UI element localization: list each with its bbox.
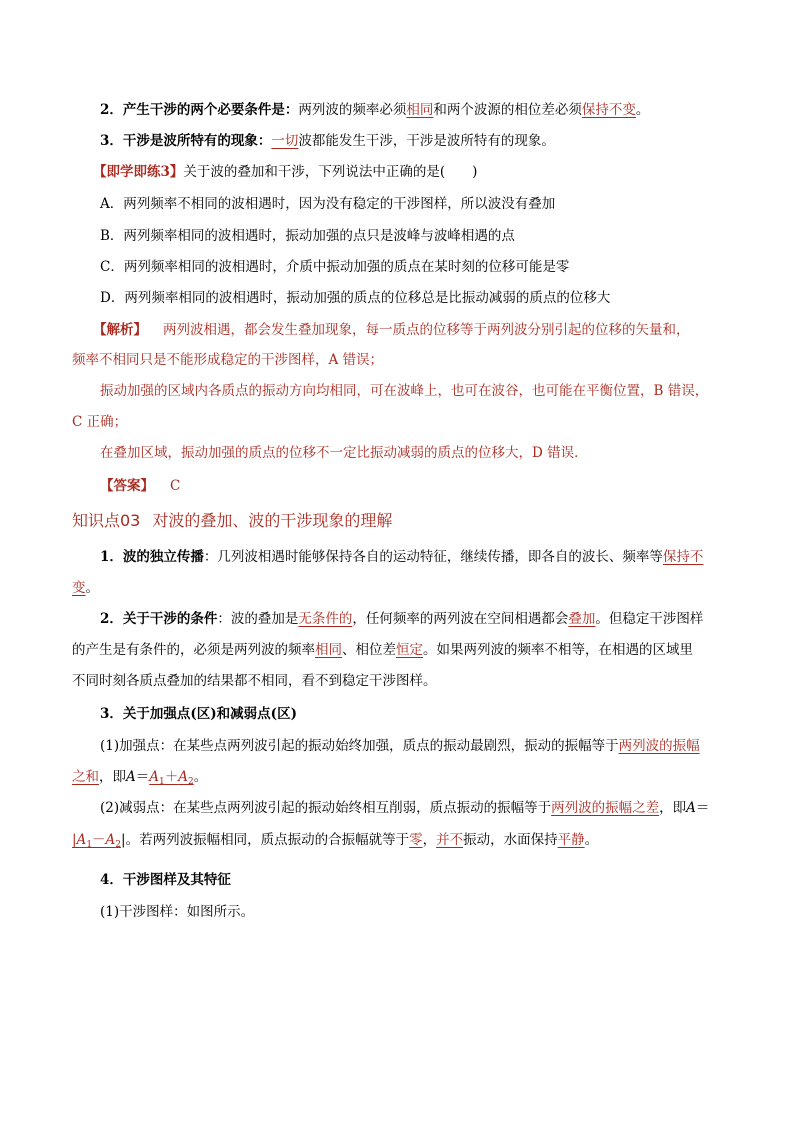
analysis-text: 振动加强的区域内各质点的振动方向均相同，可在波峰上，也可在波谷，也可能在平衡位置，B 错误， [100, 383, 709, 399]
analysis-text: 两列波相遇，都会发生叠加现象，每一质点的位移等于两列波分别引起的位移的矢量和， [163, 322, 690, 338]
analysis-line-1 [93, 320, 745, 340]
k4-heading [100, 870, 752, 890]
k2-line-1 [100, 609, 752, 629]
k1-line-2 [72, 578, 724, 598]
section-title: 对波的叠加、波的干涉现象的理解 [152, 511, 393, 530]
text: ：几列波相遇时能够保持各自的运动特征，继续传播，即各自的波长、频率等 [203, 549, 663, 565]
k2-line-3 [72, 671, 724, 691]
bold-lead: 关于干涉的条件 [122, 611, 218, 627]
analysis-line-4 [72, 412, 724, 432]
analysis-line-5 [100, 443, 752, 463]
analysis-line-3 [100, 381, 752, 401]
answer-line [100, 476, 752, 496]
k3-heading [100, 704, 752, 724]
question-text: 关于波的叠加和干涉，下列说法中正确的是( ) [183, 164, 478, 180]
k3-p2-line-1 [100, 798, 752, 818]
text: 的产生是有条件的，必须是两列波的频率 [72, 642, 315, 658]
text: (1)加强点：在某些点两列波引起的振动始终加强，质点的振动最剧烈，振动的振幅等于 [100, 738, 619, 754]
item-number: 1． [100, 549, 123, 565]
option-c: C．两列频率相同的波相遇时，介质中振动加强的质点在某时刻的位移可能是零 [100, 259, 570, 275]
fill-blank: 之和 [72, 769, 99, 785]
answer-value: C [170, 478, 181, 494]
fill-blank: 无条件的 [298, 611, 353, 627]
text: 和两个波源的相位差必须 [433, 102, 582, 118]
fill-blank: 平静 [557, 832, 585, 848]
text: 。如果两列波的频率不相等，在相遇的区域里 [423, 642, 693, 658]
bold-lead: 关于加强点(区)和减弱点(区) [122, 706, 297, 722]
analysis-line-2 [72, 350, 724, 370]
symbol-A: A [126, 769, 136, 785]
fill-blank: 叠加 [568, 611, 596, 627]
fill-blank: 相同 [315, 642, 342, 658]
bold-lead: 产生干涉的两个必要条件是： [122, 102, 299, 118]
k3-p1-line-1 [100, 736, 752, 756]
text: 不同时刻各质点叠加的结果都不相同，看不到稳定干涉图样。 [72, 673, 437, 689]
fill-blank: 相同 [406, 102, 434, 118]
equals-sign: ＝ [695, 800, 710, 816]
abs-bar: | [121, 832, 126, 848]
text: ，即 [99, 769, 126, 785]
item-number: 2． [100, 611, 123, 627]
exercise-tag: 【即学即练3】 [93, 164, 184, 180]
item-number: 3． [100, 133, 123, 149]
text: ：波的叠加是 [217, 611, 299, 627]
item-number: 3． [100, 706, 123, 722]
option-d: D．两列频率相同的波相遇时，振动加强的质点的位移总是比振动减弱的质点的位移大 [100, 290, 611, 306]
text: 两列波的频率必须 [298, 102, 407, 118]
text: 。 [85, 580, 99, 596]
k4-p1 [100, 902, 752, 922]
section-number: 知识点03 [72, 511, 141, 530]
text: (1)干涉图样：如图所示。 [100, 904, 255, 920]
exercise-question [93, 162, 745, 182]
text: 振动，水面保持 [463, 832, 558, 848]
fill-blank: 并不 [436, 832, 464, 848]
text: 波都能发生干涉，干涉是波所特有的现象。 [298, 133, 555, 149]
fill-blank: 两列波的振幅 [618, 738, 700, 754]
bold-lead: 干涉是波所特有的现象： [122, 133, 272, 149]
text: 。 [584, 832, 599, 848]
fill-blank: 保持不 [662, 549, 704, 565]
text: 。若两列波振幅相同，质点振动的合振幅就等于 [125, 832, 410, 848]
text: 、相位差 [342, 642, 396, 658]
fill-blank: 两列波的振幅之差 [551, 800, 660, 816]
analysis-text: 在叠加区域，振动加强的质点的位移不一定比振动减弱的质点的位移大，D 错误． [100, 445, 588, 461]
paragraph-interference-unique [100, 131, 752, 151]
analysis-text: C 正确； [72, 414, 128, 430]
formula-difference: $|A_1-A_2$ [72, 832, 122, 850]
item-number: 2． [100, 102, 123, 118]
text: 。但稳定干涉图样 [595, 611, 704, 627]
formula-sum: $A_1+A_2$ [149, 769, 194, 787]
section-heading [72, 510, 724, 532]
option-b: B．两列频率相同的波相遇时，振动加强的点只是波峰与波峰相遇的点 [100, 228, 515, 244]
k3-p2-line-2 [72, 830, 724, 855]
text: 。 [635, 102, 650, 118]
bold-lead: 干涉图样及其特征 [122, 872, 231, 888]
fill-blank: 恒定 [396, 642, 423, 658]
text: 。 [193, 769, 208, 785]
text: ，任何频率的两列波在空间相遇都会 [352, 611, 569, 627]
text: (2)减弱点：在某些点两列波引起的振动始终相互削弱，质点振动的振幅等于 [100, 800, 552, 816]
paragraph-interference-conditions [100, 100, 752, 120]
fill-blank: 保持不变 [581, 102, 636, 118]
fill-blank: 一切 [271, 133, 299, 149]
text: ， [422, 832, 437, 848]
equals-sign: ＝ [135, 769, 150, 785]
k3-p1-line-2 [72, 767, 724, 792]
answer-tag: 【答案】 [100, 478, 154, 494]
k2-line-2 [72, 640, 724, 660]
text: ，即 [659, 800, 687, 816]
k1-line-1 [100, 547, 752, 567]
analysis-text: 频率不相同只是不能形成稳定的干涉图样，A 错误； [72, 352, 384, 368]
option-a: A．两列频率不相同的波相遇时，因为没有稳定的干涉图样，所以波没有叠加 [100, 196, 556, 212]
fill-blank: 零 [409, 832, 423, 848]
item-number: 4． [100, 872, 123, 888]
analysis-tag: 【解析】 [93, 322, 147, 338]
fill-blank: 变 [72, 580, 86, 596]
bold-lead: 波的独立传播 [122, 549, 204, 565]
symbol-A: A [686, 800, 696, 816]
